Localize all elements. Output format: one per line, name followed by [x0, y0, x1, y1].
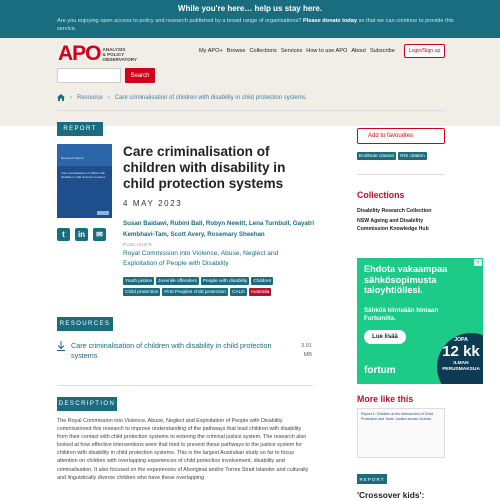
related-item-thumbnail[interactable]	[357, 408, 445, 458]
logo-text: APO	[58, 42, 101, 65]
endnote-citation-button[interactable]: EndNote citation	[359, 153, 395, 159]
description-text: The Royal Commission into Violence, Abuse, Neglect and Exploitation of People with Disability commissioned this research to improve understanding of the pathways that lead children with disability from their contact with child protection systems to entering the criminal justice system. The research also looked at how effective interventions were that tried to prevent these pathways to the justice system for children with disability in child protection systems. This is the largest Australian study so far to focus attention on children with overlapping experiences of child protection involvement, disability and criminalisation. It also focused on the experiences of Aboriginal and/or Torres Strait Islander and culturally and linguistically diverse children who have these overlapping	[57, 418, 309, 481]
apo-logo[interactable]	[58, 42, 137, 66]
resources-tag: RESOURCES	[57, 317, 113, 331]
login-button[interactable]: Login/Sign up	[404, 44, 445, 58]
keyword-list	[123, 288, 271, 296]
download-icon[interactable]	[57, 341, 65, 351]
related-item-cover-text: Report 1: Children at the Intersection of Child Protection and Youth Justice across Victoria	[361, 412, 433, 421]
logo-subtitle: ANALYSIS & POLICY OBSERVATORY	[102, 46, 137, 62]
page-title: Care criminalisation of children with disability in child protection systems	[123, 144, 286, 191]
nav-how-to-use[interactable]: How to use APO	[306, 48, 348, 54]
email-icon: ✉	[96, 230, 103, 239]
author-link[interactable]: Rubini Ball	[170, 220, 203, 227]
author-link[interactable]: Rosemary Sheehan	[207, 231, 265, 238]
more-like-this-heading: More like this	[357, 394, 414, 404]
twitter-share-button[interactable]	[57, 228, 70, 241]
cover-logo	[97, 211, 109, 215]
nav-collections[interactable]: Collections	[249, 48, 277, 54]
home-icon[interactable]	[57, 94, 65, 101]
description-tag: DESCRIPTION	[57, 397, 117, 411]
nav-browse[interactable]: Browse	[226, 48, 246, 54]
nav-about[interactable]: About	[351, 48, 366, 54]
keyword-tag[interactable]: Youth justice	[125, 278, 153, 284]
search-input[interactable]	[57, 68, 121, 83]
keyword-list	[123, 277, 273, 285]
banner-text-after: so that we can continue to provide this service.	[57, 18, 454, 32]
publish-date: 4 MAY 2023	[123, 199, 183, 208]
collection-link[interactable]: Disability Research Collection	[357, 208, 432, 214]
ad-subline: Sähköä kiinteään hintaan Fortumilta.	[364, 307, 439, 322]
cover-stripe	[57, 144, 112, 166]
related-report-tag: REPORT	[357, 474, 387, 484]
keyword-tag[interactable]: CALD	[231, 289, 245, 295]
ad-offer-top: JOPA	[454, 337, 468, 343]
location-tag[interactable]: Australia	[250, 289, 270, 295]
resource-file-size: 3.91 MB	[301, 343, 312, 358]
report-cover-image[interactable]	[57, 144, 112, 218]
authors-list: Susan Baidawi, Rubini Ball, Robyn Newitt, Lena Turnbull, Gayatri Kembhavi-Tam, Scott Avery, Rosemary Sheehan	[123, 220, 315, 238]
author-link[interactable]: Gayatri Kembhavi-Tam	[123, 220, 315, 238]
breadcrumb-current: Care criminalisation of children with disability in child protection systems	[114, 94, 306, 101]
donation-banner	[0, 0, 500, 38]
divider	[357, 174, 445, 175]
report-tag: REPORT	[57, 122, 103, 136]
cover-text: Care criminalisation of children with disability in child protection systems	[61, 171, 106, 179]
collection-link[interactable]: NSW Ageing and Disability Commission Knowledge Hub	[357, 218, 429, 232]
twitter-icon: t	[62, 230, 65, 239]
ad-close-icon[interactable]: ×	[474, 259, 482, 266]
donate-link[interactable]: Please donate today	[302, 18, 358, 24]
publisher-label: PUBLISHER	[123, 242, 153, 247]
linkedin-icon: in	[77, 230, 86, 239]
keyword-tag[interactable]: Juvenile offenders	[158, 278, 197, 284]
ris-citation-button[interactable]: RIS citation	[400, 153, 425, 159]
publisher-link[interactable]: Royal Commission into Violence, Abuse, Neglect and Exploitation of People with Disability	[123, 250, 279, 267]
advertisement[interactable]	[357, 258, 483, 384]
author-link[interactable]: Lena Turnbull	[248, 220, 290, 227]
linkedin-share-button[interactable]	[75, 228, 88, 241]
divider	[57, 385, 313, 386]
main-nav	[199, 48, 395, 54]
breadcrumb-separator: ›	[70, 94, 72, 101]
keyword-tag[interactable]: Child protection	[125, 289, 159, 295]
author-link[interactable]: Scott Avery	[170, 231, 204, 238]
nav-my-apo[interactable]: My APO+	[199, 48, 223, 54]
nav-subscribe[interactable]: Subscribe	[369, 48, 395, 54]
collections-heading: Collections	[357, 190, 405, 200]
author-link[interactable]: Susan Baidawi	[123, 220, 167, 227]
citation-buttons	[357, 152, 427, 160]
cover-heading: Research Report	[61, 156, 84, 160]
resource-download-link[interactable]: Care criminalisation of children with disability in child protection systems	[71, 341, 272, 360]
nav-services[interactable]: Services	[280, 48, 303, 54]
ad-offer-big: 12 kk	[442, 343, 480, 360]
banner-title: While you're here… help us stay here.	[177, 4, 323, 13]
author-link[interactable]: Robyn Newitt	[205, 220, 246, 227]
email-share-button[interactable]	[93, 228, 106, 241]
related-item-title[interactable]: 'Crossover kids':	[357, 490, 425, 500]
ad-brand-logo: fortum	[364, 365, 396, 376]
ad-offer-bottom: ILMAN PERUSMAKSUA	[442, 361, 480, 372]
keyword-tag[interactable]: People with disability	[202, 278, 248, 284]
breadcrumb	[57, 94, 306, 101]
breadcrumb-separator: ›	[107, 94, 110, 101]
ad-read-more-button[interactable]: Lue lisää	[364, 330, 406, 344]
search-button[interactable]: Search	[125, 68, 155, 83]
banner-text-before: Are you enjoying open access to policy and research published by a broad range of organisations?	[57, 18, 303, 24]
keyword-tag[interactable]: First Peoples child protection	[164, 289, 226, 295]
divider	[57, 110, 445, 111]
keyword-tag[interactable]: Children	[253, 278, 272, 284]
breadcrumb-resource[interactable]: Resource	[77, 94, 103, 101]
banner-text	[57, 17, 457, 33]
add-to-favourites-button[interactable]: Add to favourites	[357, 128, 445, 144]
ad-headline: Ehdota vakaampaa sähkösopimusta taloyhtiöllesi.	[364, 264, 448, 295]
